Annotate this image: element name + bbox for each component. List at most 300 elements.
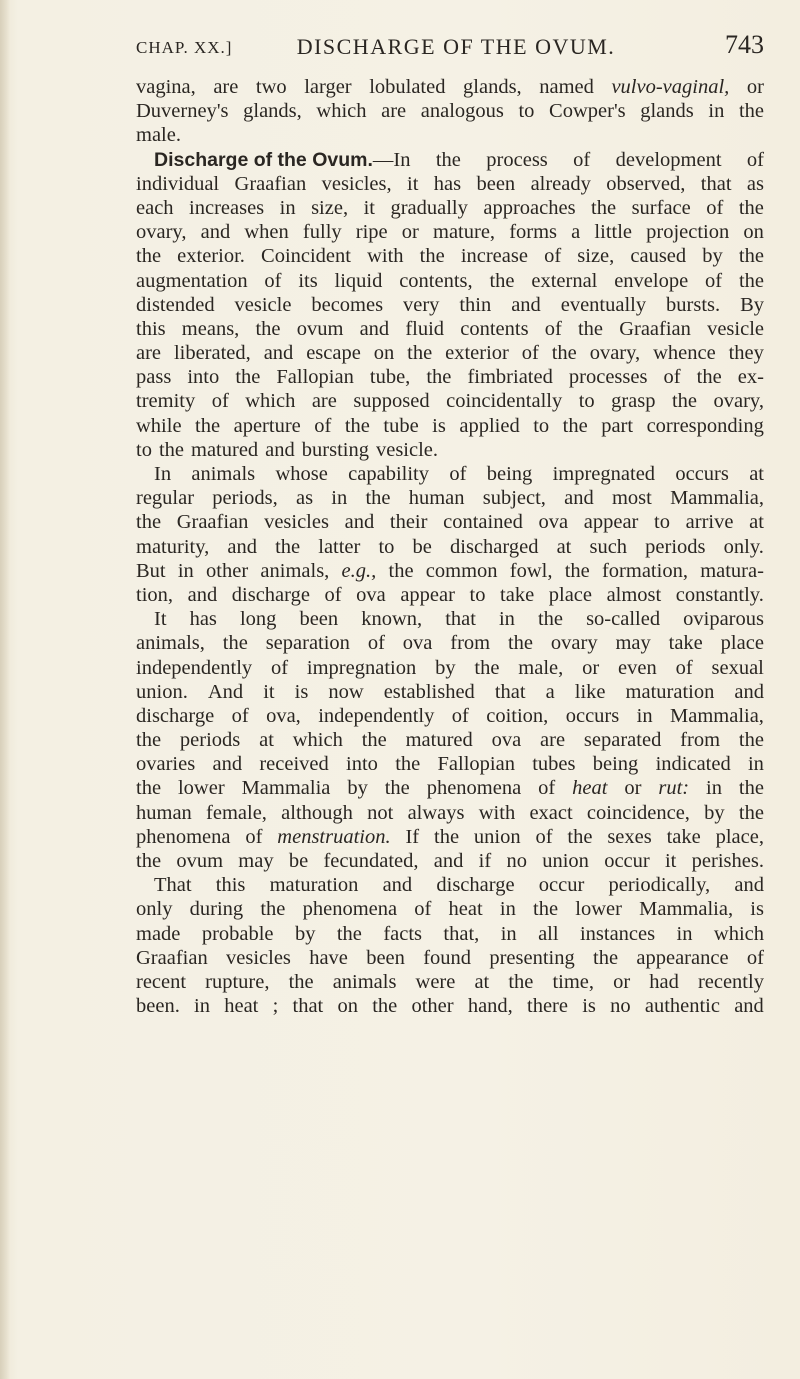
word: of [451, 704, 469, 727]
word: place [548, 583, 592, 606]
word: no [506, 850, 527, 872]
word: a [571, 221, 581, 244]
text-line [136, 438, 764, 462]
word: like [574, 680, 606, 703]
word: Discharge of the Ovum.—In [154, 148, 411, 171]
text-line [136, 510, 764, 534]
word: caused [630, 245, 687, 268]
word: at [474, 970, 490, 993]
word: of [264, 269, 282, 292]
word: glands [640, 100, 694, 123]
word: to [378, 535, 395, 558]
word: gradually [390, 196, 468, 219]
word: in [676, 922, 693, 945]
word: named [539, 76, 594, 98]
word: were [415, 970, 456, 993]
text-line [136, 269, 764, 293]
word: Fallopian [437, 753, 515, 776]
word: common [425, 559, 498, 582]
word: independently [136, 656, 253, 679]
word: may [615, 632, 651, 655]
running-header [136, 26, 764, 62]
word: is [294, 680, 309, 703]
word: take [668, 632, 703, 655]
text-line [136, 825, 764, 849]
word: which [292, 729, 343, 752]
word: ex- [737, 366, 764, 389]
word: But [136, 559, 166, 582]
word: of [314, 414, 332, 437]
word: probable [201, 922, 274, 945]
word: ovum [176, 850, 224, 872]
word: take [500, 583, 535, 606]
word: authentic [644, 995, 720, 1018]
word: in [708, 100, 725, 123]
word: lower [575, 898, 622, 921]
word: And [207, 680, 244, 703]
word: formation, [601, 559, 688, 582]
word: other [206, 559, 249, 582]
word: in [747, 753, 764, 776]
text-line [136, 99, 764, 123]
word: in [706, 777, 722, 800]
word: no [610, 995, 631, 1018]
word: and [212, 753, 243, 776]
word: be [288, 850, 309, 872]
word: to [518, 100, 535, 123]
word: if [478, 850, 492, 872]
word: larger [304, 76, 352, 98]
word: appear [583, 511, 639, 534]
word: and [359, 317, 390, 340]
word: or [582, 656, 600, 679]
word: ova [402, 632, 433, 655]
word: while [136, 414, 182, 437]
word: increase [460, 245, 528, 268]
word: they [728, 342, 764, 365]
word: development [615, 148, 722, 171]
text-line [136, 244, 764, 268]
word: is [750, 898, 764, 921]
word: coincidentally [446, 390, 563, 413]
word: ova [538, 511, 569, 534]
word: are [381, 100, 407, 123]
word: maturation [625, 680, 715, 703]
body-text [136, 75, 764, 1018]
word: ova [491, 729, 522, 752]
word: into [346, 753, 378, 776]
word: established [383, 680, 475, 703]
word: to [136, 438, 152, 461]
word: on [373, 342, 395, 365]
word: processes [568, 366, 648, 389]
word: had [649, 970, 679, 993]
word: periods, [212, 487, 278, 510]
word: sexual [711, 656, 764, 679]
word: or [624, 777, 642, 800]
word: separation [265, 632, 350, 655]
word: and [433, 850, 464, 872]
word: fluid [405, 317, 445, 340]
word: are [213, 76, 239, 98]
word: two [255, 76, 287, 98]
word: on [743, 221, 764, 244]
word: so-called [586, 608, 661, 631]
word: long [239, 608, 277, 631]
text-line [136, 148, 764, 172]
word: the [738, 729, 764, 752]
word: the [435, 148, 461, 171]
word: liberated, [173, 342, 251, 365]
word: of [544, 317, 562, 340]
text-line [136, 172, 764, 196]
word: the [395, 753, 421, 776]
word: or [401, 221, 419, 244]
text-line [136, 123, 764, 147]
word: of [706, 196, 724, 219]
word: at [749, 511, 764, 534]
word: fimbriated [467, 366, 553, 389]
word: it [263, 680, 275, 703]
word: the [671, 390, 698, 413]
word: are [311, 390, 337, 413]
word: external [531, 269, 598, 292]
word: animals, [136, 632, 205, 655]
word: tube, [369, 366, 411, 389]
word: to [533, 414, 550, 437]
word: appearance [636, 946, 729, 969]
word: It [154, 608, 167, 631]
italic-term: heat [572, 777, 608, 800]
word [277, 825, 390, 849]
text-line [136, 656, 764, 680]
word: their [389, 511, 428, 534]
word: it [664, 850, 677, 872]
word: ovary [550, 632, 598, 655]
word: the [255, 317, 281, 340]
word: heat [448, 898, 483, 921]
text-line [136, 728, 764, 752]
word: the [195, 414, 221, 437]
text-line [136, 414, 764, 438]
word: to [654, 511, 670, 534]
word: and [187, 583, 218, 606]
word: are [136, 342, 162, 365]
word: corresponding [646, 414, 764, 437]
word: recent [136, 970, 187, 993]
word: to [578, 390, 595, 413]
word: the [564, 559, 590, 582]
text-line [136, 922, 764, 946]
word: coincidence, [586, 801, 690, 824]
word: Graafian [619, 317, 691, 340]
word: the [507, 632, 534, 655]
word: may [238, 850, 274, 872]
word: mature, [433, 221, 496, 244]
word: already [530, 172, 591, 195]
word: received [259, 753, 329, 776]
word: fowl, [509, 559, 553, 582]
word: of [449, 463, 467, 485]
word: the [336, 922, 362, 945]
word: place, [715, 825, 764, 848]
word: heat [224, 995, 259, 1018]
text-line [136, 486, 764, 510]
word: the [593, 946, 619, 969]
word: That [154, 874, 192, 897]
word: it [363, 196, 375, 219]
spine-shadow [0, 0, 10, 1379]
word: discharge [136, 704, 215, 727]
word: in [194, 995, 210, 1018]
word: the [434, 825, 460, 848]
word: the [222, 632, 248, 655]
word: phenomena [426, 777, 522, 800]
word: a [545, 680, 555, 703]
word: of [675, 656, 693, 679]
word: by [347, 777, 368, 800]
word: facts [383, 922, 423, 945]
word: tion, [136, 583, 174, 606]
word: Mammalia [241, 777, 331, 800]
word: part [601, 414, 634, 437]
word: the [136, 511, 162, 534]
word: separated [583, 729, 662, 752]
word: presenting [489, 946, 575, 969]
word: by [435, 656, 456, 679]
word: the [361, 729, 387, 752]
word: exact [529, 801, 573, 824]
word: which [713, 922, 764, 945]
word: impregnated [552, 463, 656, 485]
word: grasp [611, 390, 656, 413]
word: fully [302, 221, 342, 244]
word: ovary, [589, 342, 641, 365]
word: Mammalia, [639, 898, 734, 921]
word: phenomena [302, 898, 398, 921]
word: periods [645, 535, 706, 558]
word: of [324, 583, 342, 606]
word: whence [653, 342, 716, 365]
word: and [734, 995, 764, 1018]
text-line [136, 607, 764, 631]
word: matured [405, 729, 473, 752]
word: by [294, 922, 316, 945]
word: most [611, 487, 652, 510]
word: vesicle [707, 317, 764, 340]
running-title: DISCHARGE OF THE OVUM. [296, 34, 616, 59]
word: that, [443, 922, 480, 945]
word: bursts. [666, 293, 721, 316]
word: very [403, 293, 440, 316]
word: matura- [700, 559, 764, 582]
word: discharge [436, 874, 515, 897]
word: increases [189, 196, 265, 219]
word: whose [275, 463, 328, 485]
word: when [244, 221, 289, 244]
word: envelope [614, 269, 689, 292]
word: and [200, 221, 231, 244]
word: of [746, 148, 764, 171]
word: Fallopian [276, 366, 354, 389]
italic-term: menstruation. [277, 825, 391, 848]
word: be [412, 535, 432, 558]
word: independently [318, 704, 435, 727]
word: occur [604, 850, 650, 872]
word: analogous [420, 100, 504, 123]
page-number: 743 [725, 30, 764, 59]
word: of [270, 656, 289, 679]
word: ovary, [136, 221, 187, 244]
word: all [538, 922, 559, 945]
word: the [388, 559, 414, 582]
word: Graafian [176, 511, 249, 534]
word: By [740, 293, 764, 316]
word: the [384, 777, 410, 800]
word: ovary, [713, 390, 764, 413]
word: of [521, 342, 539, 365]
word: been [299, 608, 339, 631]
word: the [738, 100, 764, 123]
word: size, [577, 245, 615, 268]
word: as [295, 487, 314, 510]
word: been [366, 946, 405, 969]
word: ovaries [136, 753, 196, 776]
word: such [589, 535, 628, 558]
word: the [551, 342, 577, 365]
word: the [577, 317, 604, 340]
word: surface [631, 196, 691, 219]
text-line [136, 341, 764, 365]
word: animals, [260, 559, 330, 582]
word: of [231, 704, 249, 727]
word: bursting [301, 438, 369, 461]
word: recently [697, 970, 764, 993]
word: made [136, 922, 181, 945]
word: the [738, 801, 764, 824]
word: ova, [266, 704, 301, 727]
word: the [136, 777, 162, 800]
word: only. [723, 535, 764, 558]
word: little [594, 221, 632, 244]
word: exterior [445, 342, 509, 365]
word [572, 776, 607, 800]
word: which [245, 390, 296, 413]
word: the [508, 970, 534, 993]
word: and [564, 487, 594, 510]
word: projection [646, 221, 730, 244]
word: although [281, 801, 353, 824]
word: constantly. [675, 583, 764, 606]
word: the [158, 438, 184, 461]
word: fecundated, [323, 850, 419, 872]
word: aperture [233, 414, 301, 437]
word: coition, [486, 704, 549, 727]
chapter-label: CHAP. XX.] [136, 38, 233, 57]
word: the [537, 608, 564, 631]
word: occurs [675, 463, 729, 485]
word: female, [206, 801, 267, 824]
word: have [309, 946, 348, 969]
word: vesicles [226, 946, 291, 969]
word: appear [400, 583, 455, 606]
word: discharged [450, 535, 539, 558]
word [611, 75, 729, 99]
word: union [473, 825, 521, 848]
word: Coincident [261, 245, 351, 268]
word: glands, [463, 76, 522, 98]
word: oviparous [683, 608, 764, 631]
word: of [414, 898, 432, 921]
word: the [738, 245, 764, 268]
text-line [136, 680, 764, 704]
word: being [592, 753, 639, 776]
word: animals [332, 970, 397, 993]
text-line [136, 75, 764, 99]
word: time, [552, 970, 595, 993]
word: the [567, 825, 593, 848]
word: in [636, 704, 653, 727]
word: even [618, 656, 657, 679]
word: or [613, 970, 631, 993]
word: regular [136, 487, 195, 510]
word: there [527, 995, 568, 1018]
word: maturity, [136, 535, 210, 558]
word: vagina, [136, 76, 196, 98]
word: the [738, 777, 764, 800]
word: that [494, 680, 526, 703]
word: and [511, 293, 541, 316]
word: in [177, 559, 194, 582]
text-line [136, 365, 764, 389]
word: glands, [243, 100, 302, 123]
text-line [136, 897, 764, 921]
text-line [136, 776, 764, 800]
word: into [187, 366, 220, 389]
word: of [573, 148, 591, 171]
word: the [562, 414, 588, 437]
word: are [540, 729, 566, 752]
text-line [136, 559, 764, 583]
word: of [535, 825, 553, 848]
word: and [263, 342, 294, 365]
italic-term: rut: [658, 777, 690, 800]
word: thin [459, 293, 492, 316]
word: sexes [607, 825, 652, 848]
word: and [265, 438, 295, 461]
word: and [734, 680, 764, 703]
word: and [734, 874, 764, 897]
word: liquid [334, 269, 383, 292]
word: capability [348, 463, 430, 485]
word: almost [606, 583, 662, 606]
word: this [136, 317, 166, 340]
word: place [720, 632, 764, 655]
word: only [136, 898, 173, 921]
word: this [215, 874, 246, 897]
word: take [666, 825, 701, 848]
word: by [702, 245, 723, 268]
word: impregnation [306, 656, 417, 679]
word: at [259, 729, 274, 752]
text-line [136, 801, 764, 825]
word: distended [136, 293, 215, 316]
word: tube [383, 414, 419, 437]
italic-term: e.g., [341, 559, 377, 582]
text-line [136, 704, 764, 728]
text-line [136, 994, 764, 1018]
word [658, 776, 689, 800]
